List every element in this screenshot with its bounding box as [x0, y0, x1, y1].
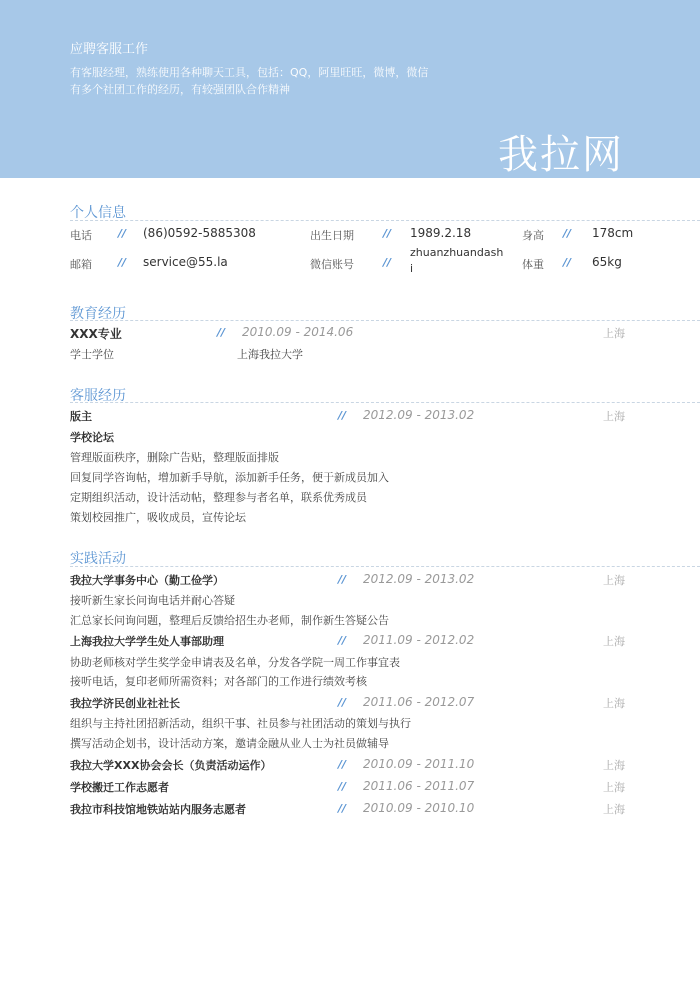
- education-major: XXX专业: [70, 327, 122, 341]
- activity-line: 协助老师核对学生奖学金申请表及名单，分发各学院一周工作事宜表: [70, 656, 400, 669]
- service-date: 2012.09 - 2013.02: [363, 408, 475, 422]
- phone-label: 电话: [70, 229, 92, 242]
- weight-value: 65kg: [592, 255, 622, 269]
- service-line: 回复同学咨询帖，增加新手导航，添加新手任务，便于新成员加入: [70, 471, 389, 484]
- activity-name: 我拉大学XXX协会会长（负责活动运作）: [70, 759, 272, 772]
- job-objective: 应聘客服工作: [70, 42, 149, 57]
- activity-name: 我拉大学事务中心（勤工俭学）: [70, 574, 224, 587]
- service-role: 版主: [70, 410, 92, 423]
- birth-label: 出生日期: [310, 229, 354, 242]
- section-title-service: 客服经历: [70, 388, 126, 404]
- activity-city: 上海: [603, 574, 625, 587]
- activity-date: 2011.06 - 2011.07: [363, 779, 475, 793]
- activity-city: 上海: [603, 697, 625, 710]
- education-date: 2010.09 - 2014.06: [242, 325, 354, 339]
- separator: //: [217, 326, 226, 339]
- height-label: 身高: [522, 229, 544, 242]
- activity-city: 上海: [603, 781, 625, 794]
- activity-line: 撰写活动企划书，设计活动方案，邀请金融从业人士为社员做辅导: [70, 737, 389, 750]
- separator: //: [338, 409, 347, 422]
- activity-line: 组织与主持社团招新活动，组织干事、社员参与社团活动的策划与执行: [70, 717, 411, 730]
- section-divider: [70, 402, 700, 403]
- activity-date: 2012.09 - 2013.02: [363, 572, 475, 586]
- activity-date: 2011.06 - 2012.07: [363, 695, 475, 709]
- service-org: 学校论坛: [70, 431, 114, 444]
- activity-name: 上海我拉大学学生处人事部助理: [70, 635, 224, 648]
- separator: //: [338, 634, 347, 647]
- activity-name: 我拉学济民创业社社长: [70, 697, 180, 710]
- separator: //: [383, 256, 392, 269]
- separator: //: [118, 227, 127, 240]
- weight-label: 体重: [522, 258, 544, 271]
- activity-city: 上海: [603, 759, 625, 772]
- section-title-personal: 个人信息: [70, 205, 126, 221]
- section-divider: [70, 220, 700, 221]
- separator: //: [338, 696, 347, 709]
- education-city: 上海: [603, 327, 625, 340]
- section-divider: [70, 566, 700, 567]
- header-banner: [0, 0, 700, 178]
- service-line: 管理版面秩序，删除广告贴，整理版面排版: [70, 451, 279, 464]
- activity-line: 接听电话，复印老师所需资料；对各部门的工作进行绩效考核: [70, 675, 367, 688]
- wechat-value-line-2: i: [410, 262, 414, 275]
- separator: //: [563, 256, 572, 269]
- section-title-practice: 实践活动: [70, 551, 126, 567]
- education-school: 上海我拉大学: [237, 348, 303, 361]
- separator: //: [338, 780, 347, 793]
- activity-line: 汇总家长问询问题，整理后反馈给招生办老师，制作新生答疑公告: [70, 614, 389, 627]
- summary-line-1: 有客服经理，熟练使用各种聊天工具，包括：QQ，阿里旺旺，微博，微信: [70, 66, 429, 79]
- wechat-value-line-1: zhuanzhuandash: [410, 246, 504, 259]
- email-value: service@55.la: [143, 255, 228, 269]
- phone-value: (86)0592-5885308: [143, 226, 256, 240]
- section-title-education: 教育经历: [70, 306, 126, 322]
- activity-date: 2010.09 - 2011.10: [363, 757, 475, 771]
- activity-city: 上海: [603, 803, 625, 816]
- activity-date: 2010.09 - 2010.10: [363, 801, 475, 815]
- education-degree: 学士学位: [70, 348, 114, 361]
- wechat-label: 微信账号: [310, 258, 354, 271]
- separator: //: [338, 573, 347, 586]
- separator: //: [563, 227, 572, 240]
- activity-name: 我拉市科技馆地铁站站内服务志愿者: [70, 803, 246, 816]
- activity-line: 接听新生家长问询电话并耐心答疑: [70, 594, 235, 607]
- email-label: 邮箱: [70, 258, 92, 271]
- separator: //: [118, 256, 127, 269]
- separator: //: [338, 802, 347, 815]
- summary-line-2: 有多个社团工作的经历，有较强团队合作精神: [70, 83, 290, 96]
- brand-logo-text: 我拉网: [498, 132, 624, 178]
- service-city: 上海: [603, 410, 625, 423]
- activity-name: 学校搬迁工作志愿者: [70, 781, 169, 794]
- service-line: 策划校园推广，吸收成员，宣传论坛: [70, 511, 246, 524]
- separator: //: [383, 227, 392, 240]
- section-divider: [70, 320, 700, 321]
- activity-date: 2011.09 - 2012.02: [363, 633, 475, 647]
- service-line: 定期组织活动，设计活动帖，整理参与者名单，联系优秀成员: [70, 491, 367, 504]
- activity-city: 上海: [603, 635, 625, 648]
- separator: //: [338, 758, 347, 771]
- birth-value: 1989.2.18: [410, 226, 472, 240]
- height-value: 178cm: [592, 226, 634, 240]
